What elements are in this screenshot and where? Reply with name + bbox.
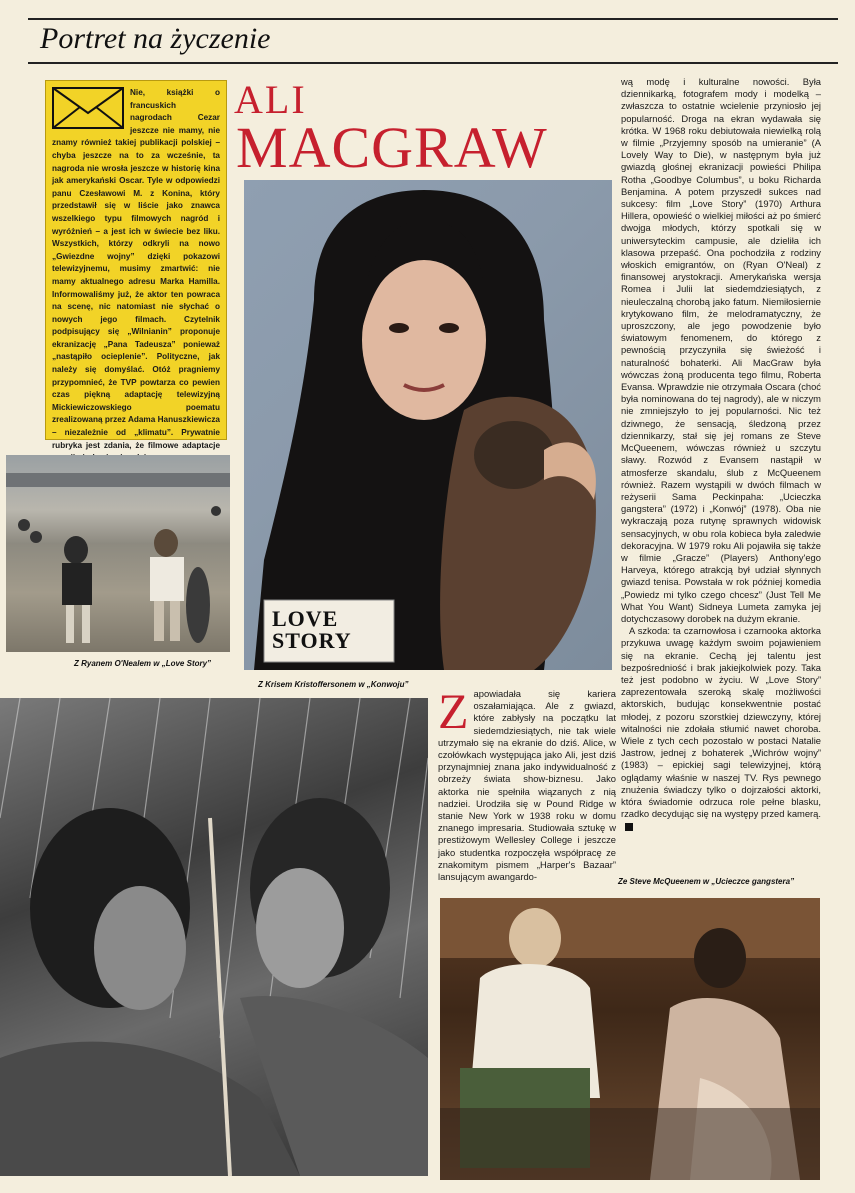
- article-dropcap: Z: [438, 683, 469, 739]
- beach-photo: [6, 455, 230, 652]
- getaway-caption: Ze Steve McQueenem w „Ucieczce gangstera”: [618, 877, 795, 886]
- love-story-logo-line2: STORY: [272, 628, 352, 653]
- top-rule: [28, 18, 838, 20]
- letters-box: [45, 80, 227, 450]
- letters-box-text: Nie, książki o francuskich nagrodach Cezar jeszcze nie mamy, nie znamy również takiej publikacji polskiej – chyba jeszcze na to za wcześnie, ta nagroda nie wrosła jeszcze w historię kina jak amerykański Oscar. Tyle w odpowiedzi panu Czesławowi M. z Konina, który przedstawił się w liście jako znawca wszelkiego typu filmowych nagród i wyróżnień – a jest ich w świecie bez liku. Wszystkich, którzy odkryli na nowo „Gwiezdne wojny” dzięki pokazowi telewizyjnemu, musimy zmartwić: nie mamy aktualnego adresu Marka Hamilla. Informowaliśmy już, że aktor ten powraca na scenę, nic natomiast nie słychać o nowych jego filmach. Czytelnik podpisujący się „Wilnianin” proponuje ekranizację „Pana Tadeusza” ponieważ „nastąpiło ocieplenie”. Polityczne, jak należy się domyślać. Otóż pragniemy przypomnieć, że TVP powtarza co pewien czas piękną adaptację telewizyjną Mickiewiczowskiego poematu zrealizowaną przez Adama Hanuszkiewicza – niezależnie od „klimatu”. Prywatnie rubryka jest zdania, że filmowe adaptacje: [52, 88, 220, 450]
- portrait-photo: [244, 180, 612, 670]
- article-column-mid: [438, 683, 616, 883]
- title-last-name: MACGRAW: [236, 115, 548, 180]
- love-story-logo-line1: LOVE: [272, 606, 339, 631]
- article-right-paragraph-1: wą modę i kulturalne nowości. Była dziennikarką, fotografem mody i modelką – zwłaszcza to ostatnie wcielenie przyniosło jej popularność. Droga na ekran wydawała się krótka. W 1968 roku debiutowała niewielką rolą w filmie „Przyjemny sposób na umieranie” (A Lovely Way to Die), w następnym była już gwiazdą głośnej ekranizacji powieści Philipa Rotha „Goodbye Columbus”, u boku Richarda Benjamina. A potem przyszedł sukces nad sukcesy: film „Love Story” (1970) Arthura Hillera, opowieść o wielkiej miłości aż po śmierć dwojga młodych, którzy spotkali się w uniwersyteckim campusie, ale dzieliła ich klasowa przepaść. Ona pochodziła z rodziny włoskich emigrantów, on (Ryan O'Neal) z finansowej arystokracji. Amerykańska wersja Romea i Julii lat siedemdziesiątych, z nieuleczalną chorobą jako fatum. Niemiłosiernie krytykowano film, że melodramatyczny, że uproszczony, ale jego powodzenie było światowym fenomenem, do którego z pewnością przyczyniła się świeżość i naturalność bohaterki. Ali MacGraw była wówczas żoną producenta tego filmu, Roberta Evansa. Wprawdzie nie otrzymała Oscara (choć była nominowana do tej nagrody), ale w niczym nie zmniejszyło to jej popularności. Nic też dziwnego, że sensacją, śledzoną przez dziennikarzy, stał się jej romans ze Steve McQueenem, wówczas również u szczytu sławy. Rozwód z Evansem nastąpił w atmosferze skandalu, ślub z McQueenem również. Razem wystąpili w dwóch filmach w reżyserii Sama Peckinpaha: „Ucieczka gangstera” (1972) i „Konwój” (1978). Oba nie wykraczają poza rutynę sprawnych widowisk sensacyjnych, w obu rola kobieca była zaledwie dekoracyjna. W 1979 roku Ali pojawiła się także w filmie „Gracze” (Players) Anthony'ego Harveya, którego atrakcją był udział słynnych gwiazd tenisa. Powstała w rok później komedia „Powiedz mi tylko czego chcesz” (Just Tell Me What You Want) Sidneya Lumeta zamyka jej dotychczasowy dorobek na dużym ekranie.: [621, 76, 821, 624]
- article-column-right: [621, 76, 821, 833]
- rain-photo: [0, 698, 428, 1176]
- article-mid-text: apowiadała się kariera oszałamiająca. Ale z gwiazd, które zabłysły na początku lat siedemdziesiątych, nie tak wiele utrzymało się na ekranie do dziś. Alice, w czołówkach występująca jako Ali, jest dziś przynajmniej znana jako indywidualność z obrzeży świata show-biznesu. Jako aktorka nie spełniła wiązanych z nią nadziei. Urodziła się w Pound Ridge w stanie New York w 1938 roku w domu znanego impresaria. Studiowała sztukę w prestiżowym Wellesley College i jeszcze jako studentka rozpoczęła współpracę ze znakomitym pismem „Harper's Bazaar” lansującym awangardo-: [438, 688, 616, 883]
- title-rule: [28, 62, 838, 64]
- envelope-icon: [52, 87, 124, 129]
- section-title: Portret na życzenie: [40, 22, 271, 55]
- love-story-logo: [272, 608, 352, 652]
- rain-caption: Z Krisem Kristoffersonem w „Konwoju”: [258, 680, 409, 689]
- letters-box-body: [52, 87, 220, 465]
- title-first-name: ALI: [234, 77, 307, 122]
- beach-caption: Z Ryanem O'Nealem w „Love Story”: [74, 659, 212, 668]
- end-of-article-mark: [625, 823, 633, 831]
- article-right-paragraph-2: [621, 625, 821, 832]
- article-right-paragraph-2-text: A szkoda: ta czarnowłosa i czarnooka aktorka przykuwa uwagę każdym swoim pojawieniem się na ekranie. Cechą jej talentu jest bezpośredniość i brak jakiejkolwiek pozy. Taka też jest podobno w życiu. W „Love Story” zaprezentowała szeroką skalę możliwości aktorskich, budując konsekwentnie postać młodej, z pozoru szorstkiej dziewczyny, której witalności nie zdołała stłumić nawet choroba. Wiele z tych cech pozostało w postaci Natalie Jastrow, jednej z bohaterek „Wichrów wojny” (1983) – epickiej sagi telewizyjnej, którą oglądamy właśnie w naszej TV. Rys pewnego znużenia świadczy tylko o dojrzałości aktorki, która świadomie odrzuca role pełne blasku, rzadko decydując się na występy przed kamerą.: [621, 625, 821, 820]
- getaway-photo: [440, 898, 820, 1180]
